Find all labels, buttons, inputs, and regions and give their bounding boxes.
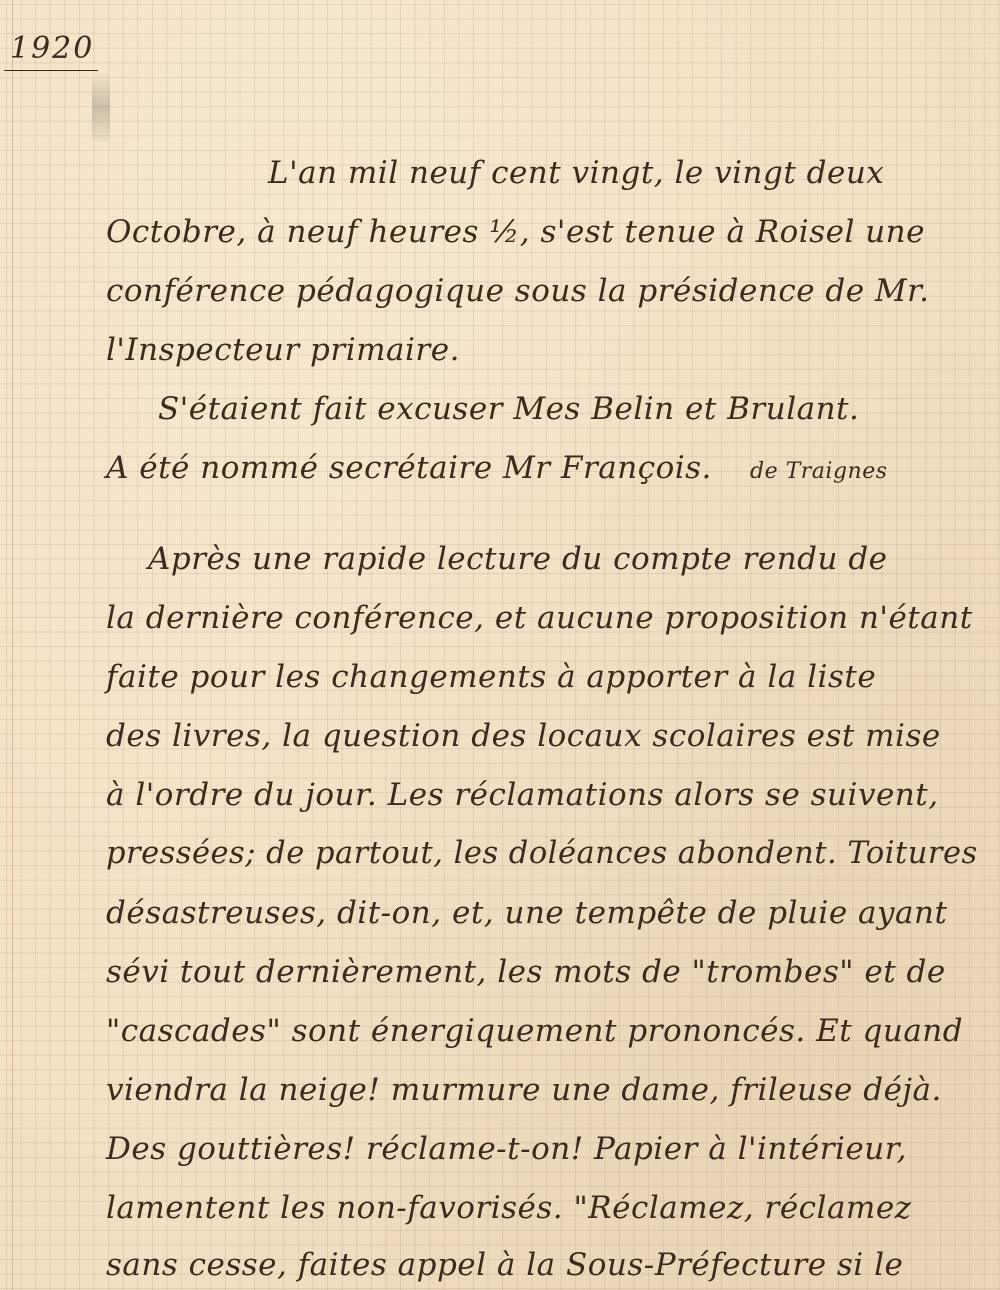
text-line-6: A été nommé secrétaire Mr François. [106, 450, 712, 486]
text-line-8: la dernière conférence, et aucune proposition n'étant [106, 600, 973, 636]
text-line-15: "cascades" sont énergiquement prononcés. Et quand [106, 1013, 964, 1049]
text-line-7: Après une rapide lecture du compte rendu de [148, 541, 888, 577]
text-line-12: pressées; de partout, les doléances abondent. Toitures [106, 836, 978, 871]
margin-line [12, 0, 13, 1290]
text-line-1: L'an mil neuf cent vingt, le vingt deux [268, 155, 885, 191]
text-line-16: viendra la neige! murmure une dame, frileuse déjà. [106, 1072, 942, 1108]
text-line-17: Des gouttières! réclame-t-on! Papier à l'intérieur, [106, 1131, 907, 1167]
text-line-9: faite pour les changements à apporter à la liste [106, 659, 877, 695]
text-line-13: désastreuses, dit-on, et, une tempête de pluie ayant [106, 895, 948, 931]
text-line-2: Octobre, à neuf heures ½, s'est tenue à Roisel une [106, 214, 925, 250]
text-line-10: des livres, la question des locaux scolaires est mise [106, 718, 941, 754]
margin-annotation: de Traignes [750, 459, 888, 484]
text-line-19: sans cesse, faites appel à la Sous-Préfecture si le [106, 1247, 904, 1283]
text-line-4: l'Inspecteur primaire. [106, 332, 460, 368]
text-line-14: sévi tout dernièrement, les mots de "trombes" et de [106, 954, 946, 990]
ink-smudge [92, 72, 110, 142]
text-line-5: S'étaient fait excuser Mes Belin et Brulant. [158, 391, 860, 427]
text-line-3: conférence pédagogique sous la présidence de Mr. [106, 273, 930, 309]
text-line-11: à l'ordre du jour. Les réclamations alors se suivent, [106, 777, 939, 813]
text-line-18: lamentent les non-favorisés. "Réclamez, réclamez [106, 1190, 912, 1226]
page-year: 1920 [4, 30, 98, 71]
